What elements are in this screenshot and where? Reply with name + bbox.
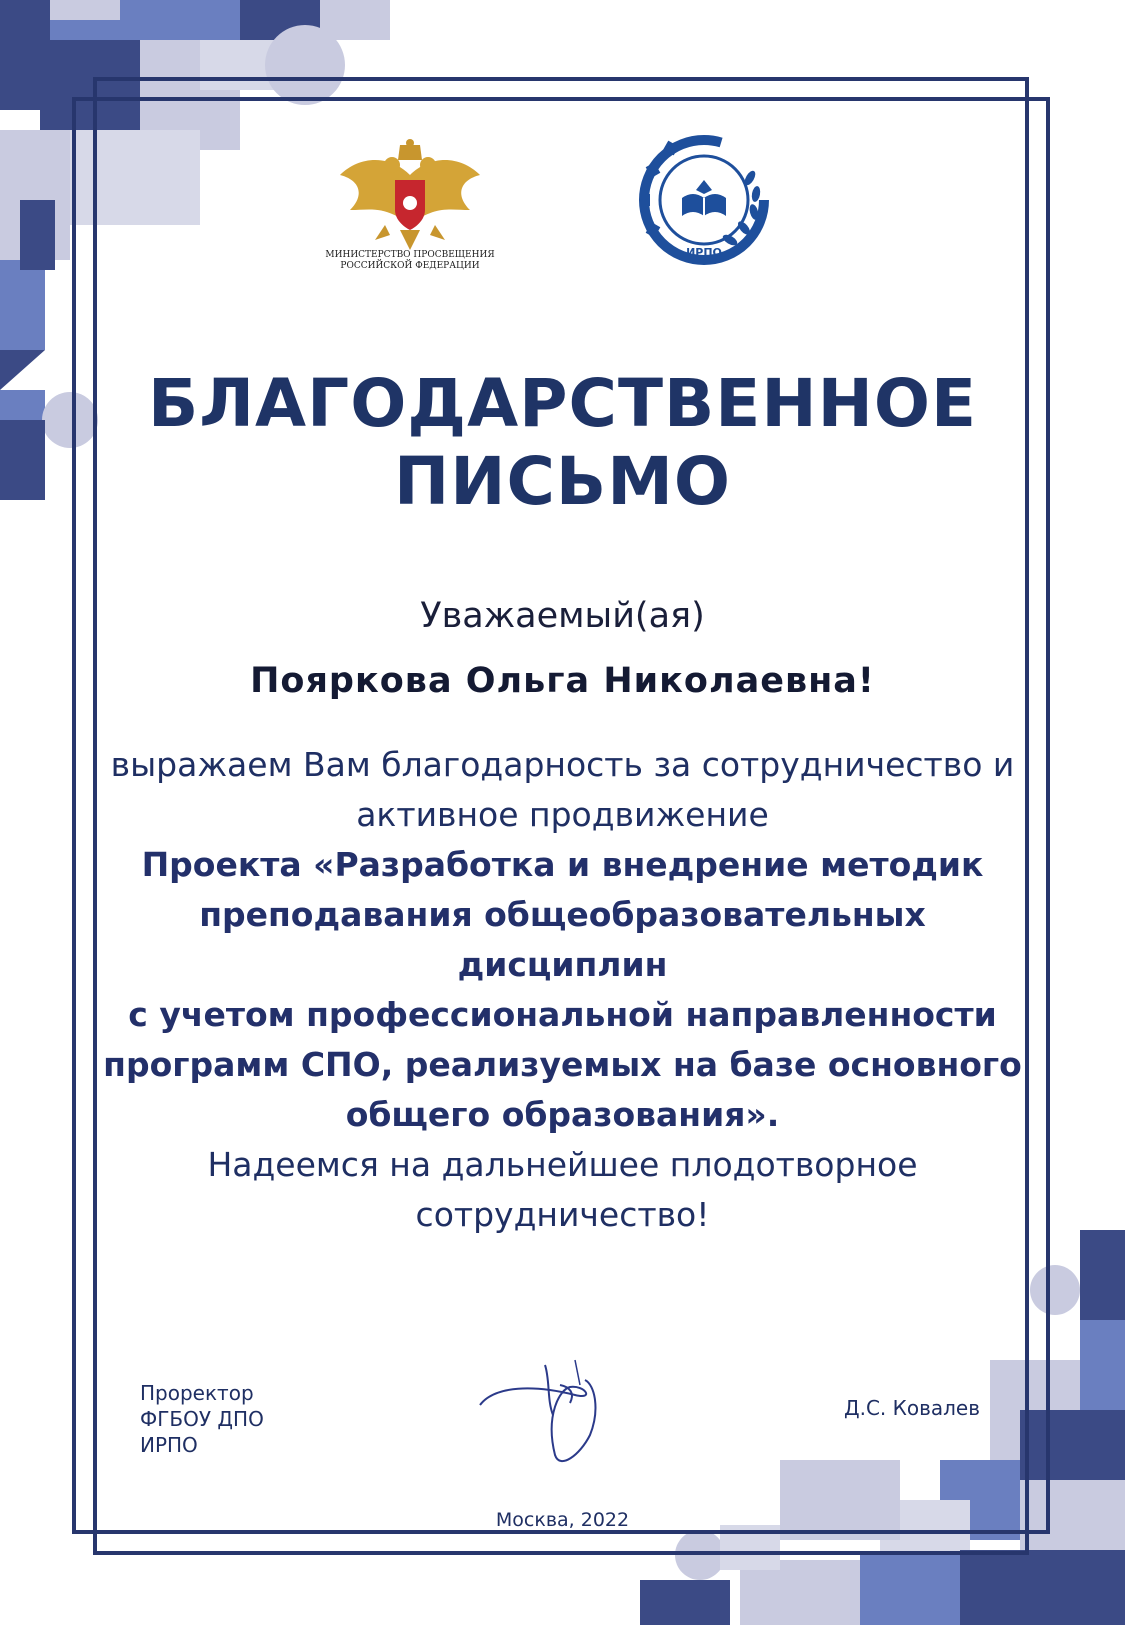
ministry-caption-line2: РОССИЙСКОЙ ФЕДЕРАЦИИ [340, 261, 480, 271]
title-line2: ПИСЬМО [394, 443, 731, 520]
irpo-abbr: ИРПО [686, 246, 722, 259]
title-line1: БЛАГОДАРСТВЕННОЕ [147, 365, 978, 442]
ministry-caption [310, 250, 510, 272]
position-line3: ИРПО [140, 1433, 198, 1457]
irpo-logo [632, 128, 777, 273]
project-line5: общего образования». [345, 1095, 780, 1134]
letter-body [100, 740, 1025, 1240]
document-title [0, 365, 1125, 521]
body-intro-line2: активное продвижение [356, 795, 769, 834]
ministry-caption-line1: МИНИСТЕРСТВО ПРОСВЕЩЕНИЯ [325, 250, 495, 260]
salutation: Уважаемый(ая) [420, 596, 705, 636]
body-closing-line2: сотрудничество! [415, 1195, 710, 1234]
body-closing-line1: Надеемся на дальнейшее плодотворное [207, 1145, 918, 1184]
signatory-position [140, 1380, 340, 1458]
recipient-name: Пояркова Ольга Николаевна! [250, 661, 875, 701]
signatory-name: Д.С. Ковалев [843, 1396, 980, 1420]
handwritten-signature [475, 1345, 625, 1475]
position-line2: ФГБОУ ДПО [140, 1407, 264, 1431]
position-line1: Проректор [140, 1381, 254, 1405]
project-line2: преподавания общеобразовательных дисциплин [199, 895, 926, 984]
project-line1: Проекта «Разработка и внедрение методик [141, 845, 984, 884]
body-intro-line1: выражаем Вам благодарность за сотрудничество и [110, 745, 1015, 784]
project-line3: с учетом профессиональной направленности [128, 995, 997, 1034]
footer-place-year: Москва, 2022 [495, 1509, 630, 1531]
project-line4: программ СПО, реализуемых на базе основного [103, 1045, 1022, 1084]
